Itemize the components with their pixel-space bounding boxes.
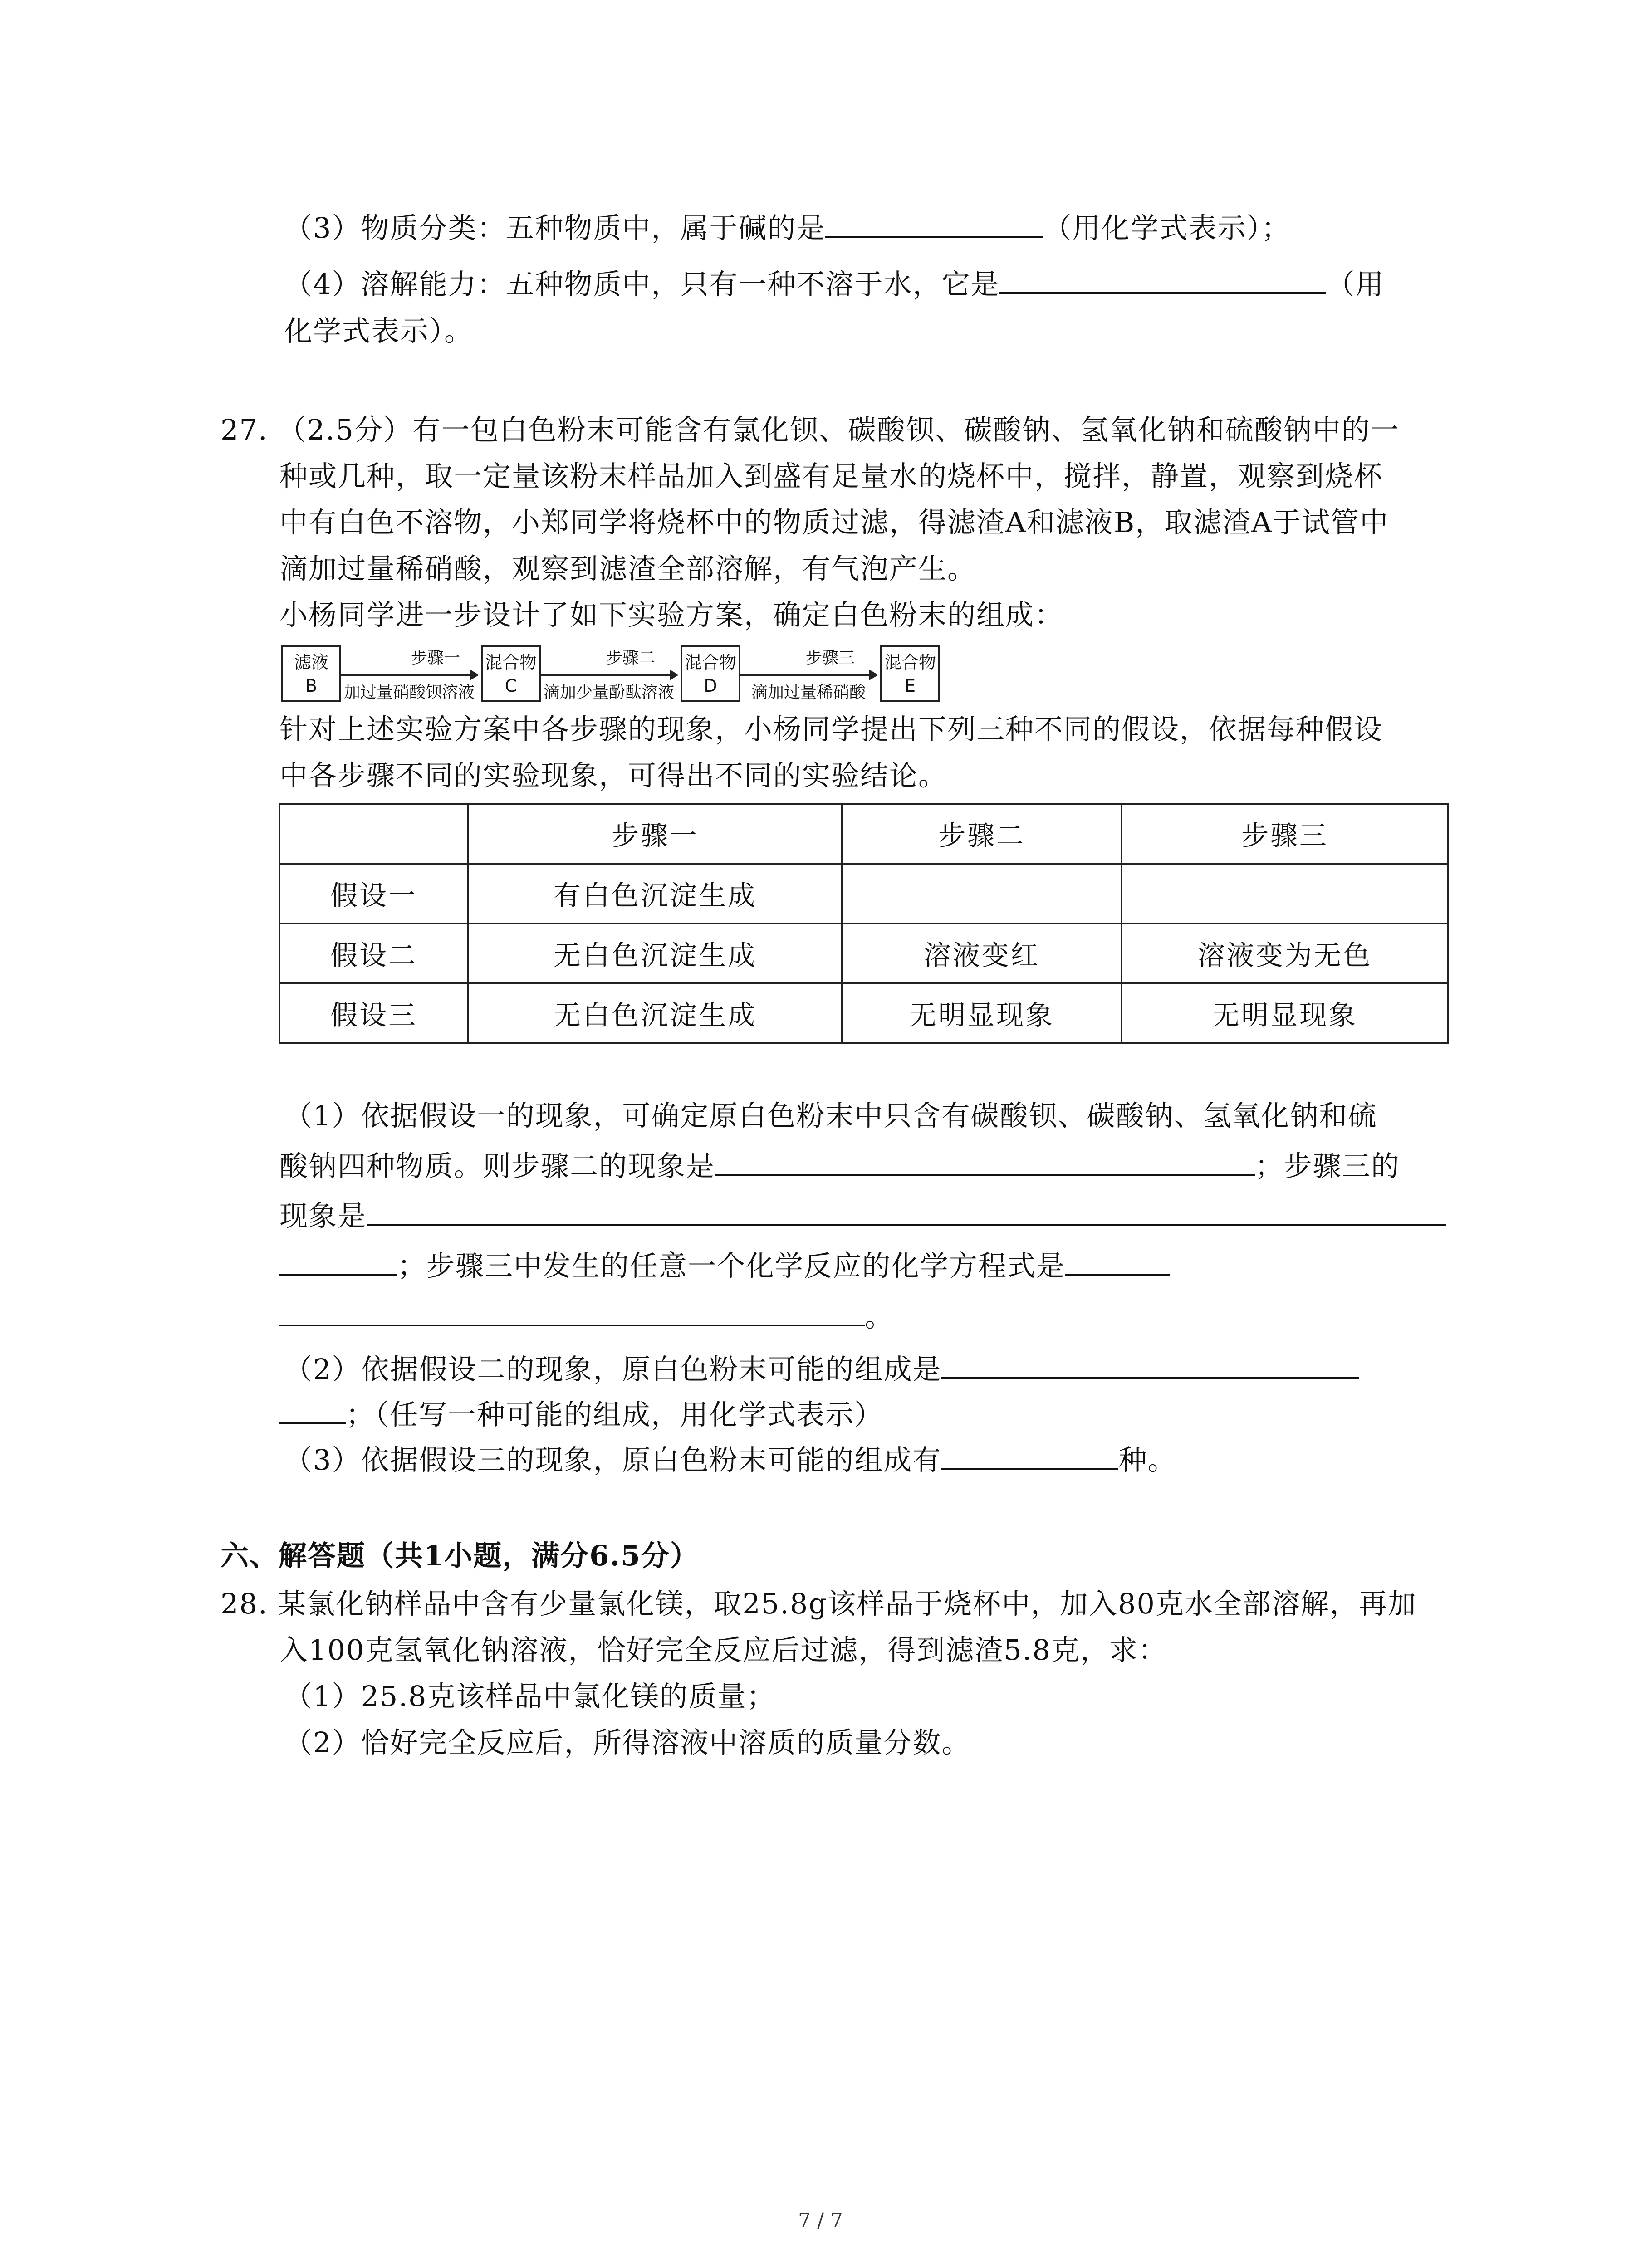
sub-question-3-text: （3）依据假设三的现象，原白色粉末可能的组成有 xyxy=(284,1443,942,1476)
flow-step-1-label: 步骤一 xyxy=(411,649,460,667)
table-header-cell xyxy=(279,804,468,864)
flow-step-3-label: 步骤三 xyxy=(805,649,855,667)
flow-arrow-2 xyxy=(541,674,677,676)
table-cell: 溶液变为无色 xyxy=(1122,924,1448,983)
flow-box-mixture-d: 混合物 D xyxy=(681,645,740,702)
table-cell: 无明显现象 xyxy=(842,983,1122,1043)
table-cell: 有白色沉淀生成 xyxy=(468,864,842,924)
page-number: 7 / 7 xyxy=(798,2209,843,2232)
question-3-line xyxy=(284,210,1290,246)
sub-question-1-equation-prompt: ；步骤三中发生的任意一个化学反应的化学方程式是 xyxy=(397,1249,1066,1282)
table-header-cell: 步骤二 xyxy=(842,804,1122,864)
sub-question-2-line-1 xyxy=(284,1351,1359,1388)
table-cell: 溶液变红 xyxy=(842,924,1122,983)
answer-blank[interactable] xyxy=(279,1247,397,1276)
question-27-line-5: 小杨同学进一步设计了如下实验方案，确定白色粉末的组成： xyxy=(279,598,1064,631)
sub-question-1-line-1: （1）依据假设一的现象，可确定原白色粉末中只含有碳酸钡、碳酸钠、氢氧化钠和硫 xyxy=(284,1099,1377,1132)
flow-box-filtrate-b: 滤液 B xyxy=(281,645,341,702)
table-cell: 无明显现象 xyxy=(1122,983,1448,1043)
question-4-tail: （用 xyxy=(1326,268,1385,301)
table-header-row xyxy=(279,804,1448,864)
answer-blank[interactable] xyxy=(825,210,1043,238)
table-row xyxy=(279,983,1448,1043)
sub-question-1-end: 。 xyxy=(865,1300,894,1333)
question-27-line-1: 27. （2.5分）有一包白色粉末可能含有氯化钡、碳酸钡、碳酸钠、氢氧化钠和硫酸钠中的一 xyxy=(220,413,1400,446)
answer-blank[interactable] xyxy=(999,266,1326,294)
sub-question-1-line-5 xyxy=(279,1298,894,1335)
answer-blank[interactable] xyxy=(941,1442,1118,1470)
question-27-line-6: 针对上述实验方案中各步骤的现象，小杨同学提出下列三种不同的假设，依据每种假设 xyxy=(279,713,1383,746)
hypothesis-table xyxy=(279,803,1449,1044)
sub-question-1-text: 酸钠四种物质。则步骤二的现象是 xyxy=(279,1149,715,1183)
table-cell xyxy=(1122,864,1448,924)
answer-blank[interactable] xyxy=(715,1148,1255,1176)
answer-blank[interactable] xyxy=(279,1396,346,1424)
table-row xyxy=(279,864,1448,924)
question-28-line-1: 28. 某氯化钠样品中含有少量氯化镁，取25.8g该样品于烧杯中，加入80克水全部溶解，再加 xyxy=(220,1587,1417,1620)
question-3-tail: （用化学式表示）； xyxy=(1043,211,1291,244)
answer-blank[interactable] xyxy=(941,1351,1359,1379)
table-cell: 假设二 xyxy=(279,924,468,983)
question-4-text: （4）溶解能力：五种物质中，只有一种不溶于水，它是 xyxy=(284,268,1000,301)
table-cell: 假设一 xyxy=(279,864,468,924)
flow-step-3-reagent: 滴加过量稀硝酸 xyxy=(751,683,866,702)
table-cell: 无白色沉淀生成 xyxy=(468,983,842,1043)
sub-question-1-line-3 xyxy=(279,1198,1446,1234)
flow-arrow-1 xyxy=(341,674,477,676)
answer-blank[interactable] xyxy=(367,1198,1446,1226)
table-header-cell: 步骤三 xyxy=(1122,804,1448,864)
table-cell xyxy=(842,864,1122,924)
question-27-line-3: 中有白色不溶物，小郑同学将烧杯中的物质过滤，得滤渣A和滤液B，取滤渣A于试管中 xyxy=(279,506,1389,539)
table-header-cell: 步骤一 xyxy=(468,804,842,864)
table-cell: 无白色沉淀生成 xyxy=(468,924,842,983)
sub-question-1-line-4 xyxy=(279,1247,1170,1284)
question-27-line-4: 滴加过量稀硝酸，观察到滤渣全部溶解，有气泡产生。 xyxy=(279,552,977,585)
sub-question-1-phenomenon-label: 现象是 xyxy=(279,1199,367,1232)
sub-question-2-tail: ；（任写一种可能的组成，用化学式表示） xyxy=(346,1398,884,1431)
flow-step-1-reagent: 加过量硝酸钡溶液 xyxy=(343,683,475,702)
sub-question-3-tail: 种。 xyxy=(1118,1443,1177,1476)
sub-question-2-line-2 xyxy=(279,1396,883,1433)
section-6-heading: 六、解答题（共1小题，满分6.5分） xyxy=(220,1539,700,1572)
sub-question-1-line-2 xyxy=(279,1148,1400,1184)
flow-box-mixture-c: 混合物 C xyxy=(481,645,541,702)
answer-blank[interactable] xyxy=(1065,1247,1170,1276)
question-27-line-2: 种或几种，取一定量该粉末样品加入到盛有足量水的烧杯中，搅拌，静置，观察到烧杯 xyxy=(279,459,1383,493)
sub-question-3-line xyxy=(284,1442,1176,1478)
flow-step-2-label: 步骤二 xyxy=(606,649,655,667)
question-27-line-7: 中各步骤不同的实验现象，可得出不同的实验结论。 xyxy=(279,759,948,792)
flow-step-2-reagent: 滴加少量酚酞溶液 xyxy=(543,683,674,702)
flow-box-mixture-e: 混合物 E xyxy=(880,645,940,702)
sub-question-1-tail: ；步骤三的 xyxy=(1255,1149,1401,1183)
question-28-part-1: （1）25.8克该样品中氯化镁的质量； xyxy=(284,1680,776,1713)
flow-arrow-3 xyxy=(740,674,877,676)
question-28-line-2: 入100克氢氧化钠溶液，恰好完全反应后过滤，得到滤渣5.8克，求： xyxy=(279,1633,1167,1667)
question-4-line xyxy=(284,266,1384,303)
question-28-part-2: （2）恰好完全反应后，所得溶液中溶质的质量分数。 xyxy=(284,1726,971,1759)
sub-question-2-text: （2）依据假设二的现象，原白色粉末可能的组成是 xyxy=(284,1353,942,1386)
question-4-continuation: 化学式表示）。 xyxy=(284,314,474,347)
question-3-text: （3）物质分类：五种物质中，属于碱的是 xyxy=(284,211,826,244)
table-row xyxy=(279,924,1448,983)
experiment-flow-diagram xyxy=(281,645,989,709)
answer-blank[interactable] xyxy=(279,1298,865,1326)
table-cell: 假设三 xyxy=(279,983,468,1043)
